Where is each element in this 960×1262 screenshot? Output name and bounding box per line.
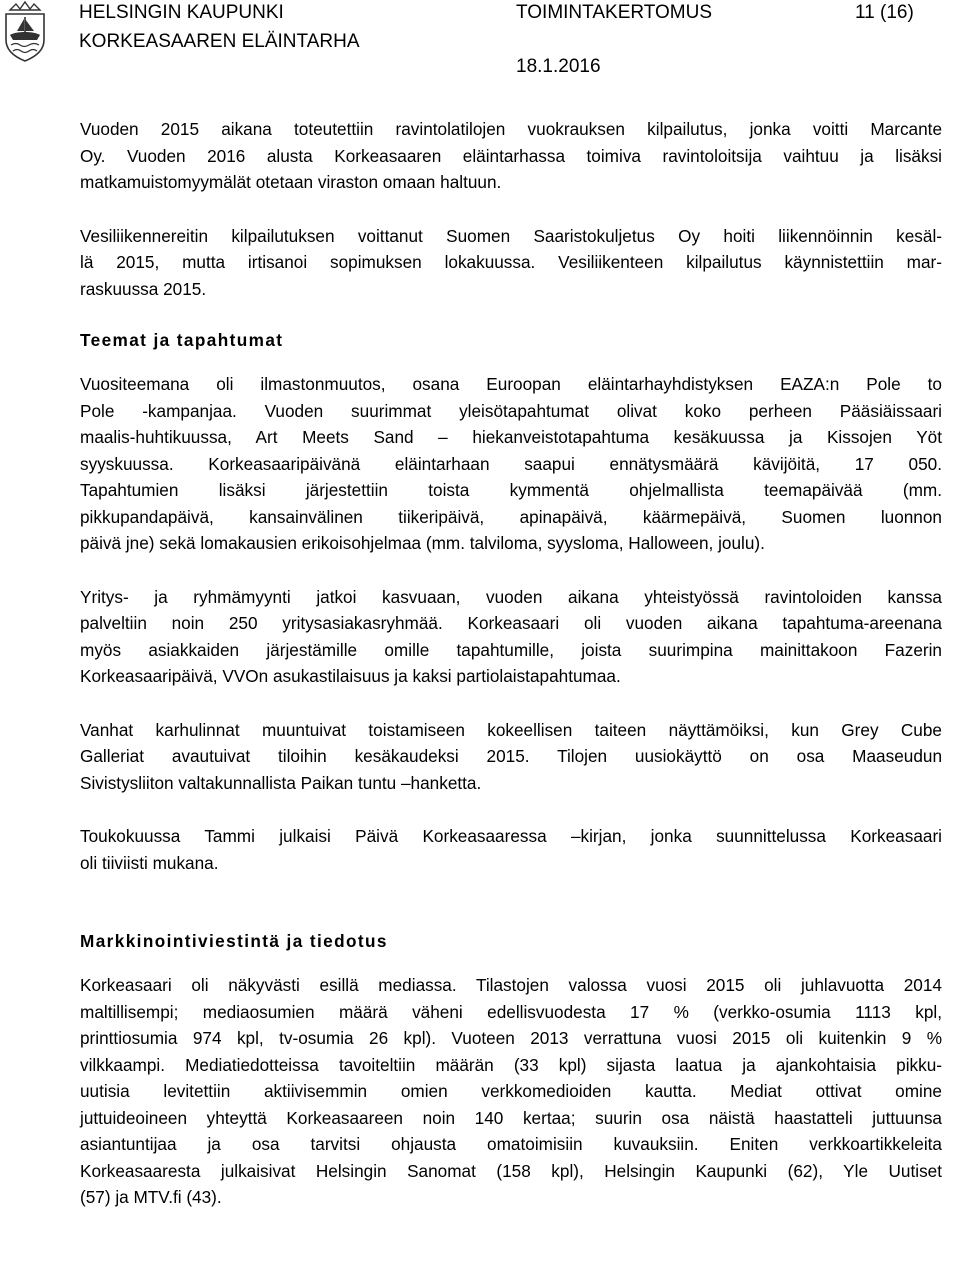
- text-line: Galleriat avautuivat tiloihin kesäkaudeksi 2015. Tilojen uusiokäyttö on osa Maaseudun: [80, 746, 942, 766]
- page-number: 11 (16): [855, 2, 914, 23]
- paragraph-book: [80, 823, 942, 876]
- section-heading-themes: Teemat ja tapahtumat: [80, 330, 284, 350]
- text-line: syyskuussa. Korkeasaaripäivänä eläintarhaan saapui ennätysmäärä kävijöitä, 17 050.: [80, 453, 942, 474]
- text-line: Yritys- ja ryhmämyynti jatkoi kasvuaan, vuoden aikana yhteistyössä ravintoloiden kanssa: [80, 586, 942, 607]
- text-line: päivä jne) sekä lomakausien erikoisohjelmaa (mm. talviloma, syysloma, Halloween, joulu).: [80, 533, 765, 553]
- document-title: TOIMINTAKERTOMUS: [516, 2, 713, 23]
- paragraph-media: [80, 972, 942, 1211]
- paragraph-corporate-sales: [80, 584, 942, 690]
- text-line: palveltiin noin 250 yritysasiakasryhmää. Korkeasaari oli vuoden aikana tapahtuma-areenana: [80, 613, 942, 633]
- document-body: [80, 116, 942, 1211]
- paragraph-water-traffic: [80, 223, 942, 303]
- section-heading-marketing: Markkinointiviestintä ja tiedotus: [80, 931, 388, 951]
- text-line: Tapahtumien lisäksi järjestettiin toista kymmentä ohjelmallista teemapäivää (mm.: [80, 480, 942, 500]
- text-line: matkamuistomyymälät otetaan viraston omaan haltuun.: [80, 172, 502, 192]
- text-line: maltillisempi; mediaosumien määrä väheni edellisvuodesta 17 % (verkko-osumia 1113 kpl,: [80, 1001, 942, 1022]
- text-line: Korkeasaari oli näkyvästi esillä mediassa. Tilastojen valossa vuosi 2015 oli juhlavuotta 2014: [80, 975, 942, 995]
- text-line: Toukokuussa Tammi julkaisi Päivä Korkeasaaressa –kirjan, jonka suunnittelussa Korkeasaari: [80, 826, 942, 846]
- helsinki-crest-icon: [2, 0, 48, 62]
- text-line: Oy. Vuoden 2016 alusta Korkeasaaren eläintarhassa toimiva ravintoloitsija vaihtuu ja lisäksi: [80, 145, 942, 166]
- text-line: Vanhat karhulinnat muuntuivat toistamiseen kokeellisen taiteen näyttämöiksi, kun Grey Cube: [80, 719, 942, 740]
- organization-name: HELSINGIN KAUPUNKI: [79, 2, 284, 23]
- text-line: vilkkaampi. Mediatiedotteissa tavoiteltiin määrän (33 kpl) sijasta laatua ja ajankohtaisia pikku-: [80, 1054, 942, 1075]
- text-line: myös asiakkaiden järjestämille omille tapahtumille, joista suurimpina mainittakoon Fazerin: [80, 639, 942, 660]
- text-line: (57) ja MTV.fi (43).: [80, 1187, 222, 1207]
- text-line: uutisia levitettiin aktiivisemmin omien verkkomedioiden kautta. Mediat ottivat omine: [80, 1081, 942, 1101]
- paragraph-art-gallery: [80, 717, 942, 797]
- text-line: Vesiliikennereitin kilpailutuksen voittanut Suomen Saaristokuljetus Oy hoiti liikennöinnin kesäl-: [80, 225, 942, 246]
- document-date: 18.1.2016: [516, 56, 601, 77]
- text-line: Sivistysliiton valtakunnallista Paikan tuntu –hanketta.: [80, 772, 482, 793]
- department-name: KORKEASAAREN ELÄINTARHA: [79, 31, 360, 52]
- text-line: printtiosumia 974 kpl, tv-osumia 26 kpl). Vuoteen 2013 verrattuna vuosi 2015 oli kuitenkin 9 %: [80, 1028, 942, 1048]
- text-line: juttuideoineen yhteyttä Korkeasaareen noin 140 kertaa; suurin osa näistä haastatteli juttuunsa: [80, 1107, 942, 1128]
- text-line: Vuoden 2015 aikana toteutettiin ravintolatilojen vuokrauksen kilpailutus, jonka voitti Marcante: [80, 119, 942, 139]
- paragraph-restaurant-tender: [80, 116, 942, 196]
- text-line: oli tiiviisti mukana.: [80, 852, 219, 873]
- text-line: raskuussa 2015.: [80, 278, 207, 299]
- text-line: Korkeasaaresta julkaisivat Helsingin Sanomat (158 kpl), Helsingin Kaupunki (62), Yle Uutiset: [80, 1160, 942, 1181]
- text-line: lä 2015, mutta irtisanoi sopimuksen lokakuussa. Vesiliikenteen kilpailutus käynnistettiin mar-: [80, 252, 942, 272]
- text-line: pikkupandapäivä, kansainvälinen tiikeripäivä, apinapäivä, käärmepäivä, Suomen luonnon: [80, 506, 942, 527]
- paragraph-themes: [80, 371, 942, 557]
- text-line: Pole -kampanjaa. Vuoden suurimmat yleisötapahtumat olivat koko perheen Pääsiäissaari: [80, 400, 942, 421]
- text-line: Korkeasaaripäivä, VVOn asukastilaisuus ja kaksi partiolaistapahtumaa.: [80, 666, 621, 686]
- text-line: maalis-huhtikuussa, Art Meets Sand – hiekanveistotapahtuma kesäkuussa ja Kissojen Yöt: [80, 427, 942, 447]
- text-line: Vuositeemana oli ilmastonmuutos, osana Euroopan eläintarhayhdistyksen EAZA:n Pole to: [80, 374, 942, 394]
- text-line: asiantuntijaa ja osa tarvitsi ohjausta omatoimisiin kuvauksiin. Eniten verkkoartikkeleita: [80, 1134, 942, 1154]
